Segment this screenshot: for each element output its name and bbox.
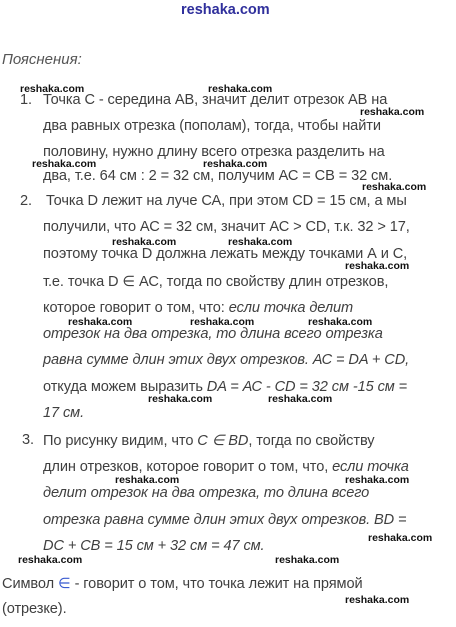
item-3-line-5 — [43, 538, 265, 554]
watermark: reshaka.com — [208, 83, 273, 95]
item-3-line-1 — [43, 432, 374, 449]
item-3-line-3 — [43, 485, 369, 501]
item-3-result: DC + CB = 15 см + 32 см = 47 см. — [43, 538, 265, 554]
watermark: reshaka.com — [360, 106, 425, 118]
item-2-line-4: т.е. точка D ∈ АС, тогда по свойству длин отрезков, — [43, 274, 389, 290]
watermark: reshaka.com — [368, 532, 433, 544]
watermark: reshaka.com — [345, 260, 410, 272]
item-2-result: 17 см. — [43, 405, 85, 421]
watermark: reshaka.com — [32, 158, 97, 170]
note-text-b: - говорит о том, что точка лежит на прямой — [70, 576, 363, 592]
element-of-symbol: ∈ — [57, 576, 71, 592]
item-2-rule-cont: отрезок на два отрезка, то длина всего отрезка — [43, 326, 383, 342]
item-2-line-8 — [43, 379, 407, 395]
item-2-line-8-text: откуда можем выразить — [43, 379, 207, 395]
item-3-rule-end: отрезка равна сумме длин этих двух отрезков. BD = — [43, 512, 407, 528]
item-2-line-5 — [43, 300, 353, 316]
section-heading: Пояснения: — [2, 51, 82, 68]
item-1-line-1: Точка С - середина АВ, значит делит отрезок АВ на — [43, 92, 388, 108]
item-3-rule-start: если точка — [332, 459, 409, 475]
item-3-expr: С ∈ BD — [197, 433, 249, 449]
note-text-a: Символ — [2, 576, 58, 592]
item-2-line-2: получили, что АС = 32 см, значит АС > CD, т.к. 32 > 17, — [43, 219, 410, 235]
item-1-line-3: половину, нужно длину всего отрезка разделить на — [43, 144, 385, 160]
watermark: reshaka.com — [112, 236, 177, 248]
item-2-line-5-text: которое говорит о том, что: — [43, 300, 229, 316]
item-3-rule-cont: делит отрезок на два отрезка, то длина всего — [43, 485, 370, 501]
site-name: reshaka.com — [181, 2, 270, 18]
watermark: reshaka.com — [20, 83, 85, 95]
watermark: reshaka.com — [18, 554, 83, 566]
watermark: reshaka.com — [345, 594, 410, 606]
watermark: reshaka.com — [345, 474, 410, 486]
watermark: reshaka.com — [68, 316, 133, 328]
item-1-marker: 1. — [20, 92, 32, 108]
note-line-2: (отрезке). — [2, 601, 67, 617]
item-3-marker: 3. — [22, 432, 34, 448]
item-2-line-6 — [43, 326, 383, 342]
item-2-line-1: Точка D лежит на луче СА, при этом CD = 15 см, а мы — [46, 193, 407, 209]
item-1-line-2: два равных отрезка (пополам), тогда, чтобы найти — [43, 118, 381, 134]
item-2-rule-end: равна сумме длин этих двух отрезков. АС = DA + CD, — [43, 352, 410, 368]
watermark: reshaka.com — [148, 393, 213, 405]
item-3-line-1-tail: , тогда по свойству — [248, 433, 375, 449]
item-1-line-4: два, т.е. 64 см : 2 = 32 см, получим АС = СВ = 32 см. — [43, 168, 393, 184]
watermark: reshaka.com — [228, 236, 293, 248]
watermark: reshaka.com — [203, 158, 268, 170]
watermark: reshaka.com — [115, 474, 180, 486]
item-2-line-9 — [43, 405, 84, 421]
item-3-line-2-text: длин отрезков, которое говорит о том, что, — [43, 459, 333, 475]
watermark: reshaka.com — [268, 393, 333, 405]
watermark: reshaka.com — [190, 316, 255, 328]
item-2-rule-start: если точка делит — [228, 300, 354, 316]
item-3-line-4 — [43, 512, 406, 528]
item-2-line-3: поэтому точка D должна лежать между точками А и С, — [43, 246, 408, 262]
watermark: reshaka.com — [308, 316, 373, 328]
item-2-marker: 2. — [20, 193, 32, 209]
watermark: reshaka.com — [362, 181, 427, 193]
item-2-formula: DA = АС - CD = 32 см -15 см = — [206, 379, 408, 395]
note-line-1 — [2, 575, 363, 592]
item-3-line-2 — [43, 459, 409, 475]
item-3-line-1-text: По рисунку видим, что — [43, 433, 198, 449]
item-2-line-7 — [43, 352, 409, 368]
watermark: reshaka.com — [275, 554, 340, 566]
